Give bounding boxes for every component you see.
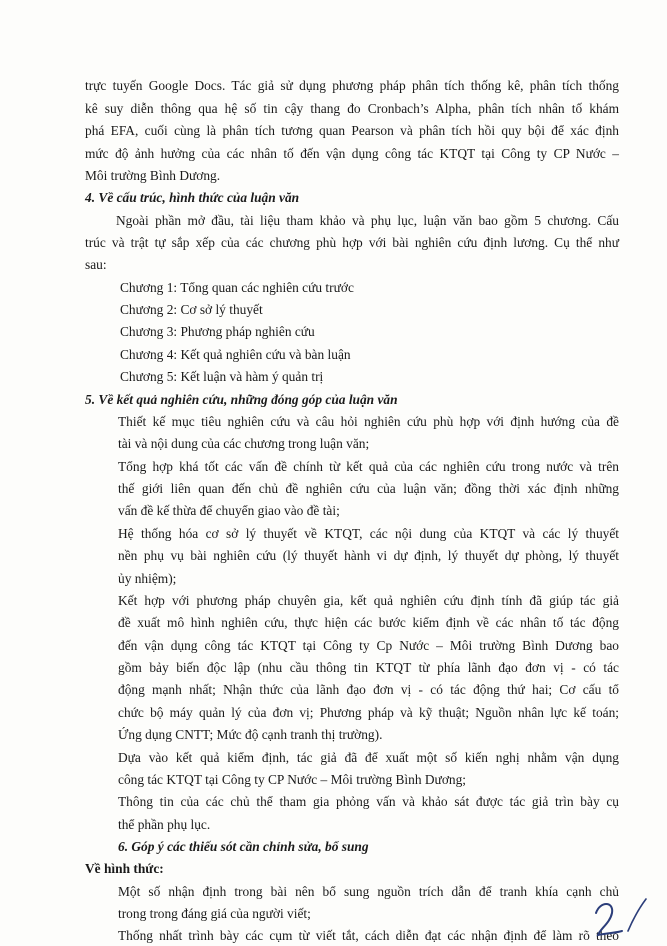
section-5-line-14: chức bộ máy quản lý của đơn vị; Phương pháp và kỹ thuật; Nguồn nhân lực kế toán; [118,705,619,720]
chapter-3: Chương 3: Phương pháp nghiên cứu [120,324,315,339]
section-5-line-6: Hệ thống hóa cơ sở lý thuyết về KTQT, các nội dung của KTQT và các lý thuyết [118,526,619,541]
chapter-1: Chương 1: Tổng quan các nghiên cứu trước [120,280,354,295]
section-5-line-12: gồm bảy biến độc lập (nhu cầu thông tin KTQT từ phía lãnh đạo đơn vị - có tác [118,660,619,675]
section-6-line-2: trong trong đáng giá của người viết; [118,906,311,921]
section-5-line-4: thế giới liên quan đến chủ đề nghiên cứu của luận văn; đồng thời xác định những [118,481,619,496]
section-5-line-17: công tác KTQT tại Công ty CP Nước – Môi trường Bình Dương; [118,772,467,787]
intro-line-5: Môi trường Bình Dương. [85,168,221,183]
section-5-line-13: động mạnh nhất; Nhận thức của lãnh đạo đơn vị - có tác động thứ hai; Cơ cấu tổ [118,682,619,697]
handwritten-page-mark [590,895,650,941]
intro-line-1: trực tuyến Google Docs. Tác giả sử dụng phương pháp phân tích thống kê, phân tích thống [85,78,619,93]
intro-line-3: phá EFA, cuối cùng là phân tích tương quan Pearson và phân tích hồi quy bội để xác định [85,123,619,138]
intro-line-2: kê suy diễn thông qua hệ số tin cậy thang đo Cronbach’s Alpha, phân tích nhân tố khám [85,101,619,116]
section-5-line-10: đề xuất mô hình nghiên cứu, thực hiện các bước kiểm định về các nhân tố tác động [118,615,619,630]
section-5-line-16: Dựa vào kết quả kiểm định, tác giả đã để xuất một số kiến nghị nhằm vận dụng [118,750,619,765]
section-4-para-line-2: trúc và trật tự sắp xếp của các chương phù hợp với bài nghiên cứu định lương. Cụ thể như [85,235,619,250]
section-4-para-line-1: Ngoài phần mở đầu, tài liệu tham khảo và phụ lục, luận văn bao gồm 5 chương. Cấu [116,213,619,228]
section-5-line-11: đến vận dụng công tác KTQT tại Công ty Cp Nước – Môi trường Bình Dương bao [118,638,619,653]
section-5-line-8: ủy nhiệm); [118,571,177,586]
section-5-line-7: nền phụ vụ bài nghiên cứu (lý thuyết hành vi dự định, lý thuyết dự phòng, lý thuyết [118,548,619,563]
section-5-heading: 5. Về kết quả nghiên cứu, những đóng góp của luận văn [85,392,398,407]
section-6-subheading: Về hình thức: [85,861,164,876]
section-5-line-15: Ứng dụng CNTT; Mức độ cạnh tranh thị trường). [118,727,383,742]
section-5-line-9: Kết hợp với phương pháp chuyên gia, kết quả nghiên cứu định tính đã giúp tác giả [118,593,619,608]
section-6-line-1: Một số nhận định trong bài nên bổ sung nguồn trích dẫn để tranh khía cạnh chủ [118,884,619,899]
section-6-line-3: Thống nhất trình bày các cụm từ viết tắt, cách diễn đạt các nhận định để làm rõ theo [118,928,619,943]
section-5-line-1: Thiết kế mục tiêu nghiên cứu và câu hỏi nghiên cứu phù hợp với định hướng của đề [118,414,619,429]
section-5-line-3: Tổng hợp khá tốt các vấn đề chính từ kết quả của các nghiên cứu trong nước và trên [118,459,619,474]
chapter-2: Chương 2: Cơ sở lý thuyết [120,302,263,317]
section-5-line-18: Thông tin của các chủ thể tham gia phỏng vấn và khảo sát được tác giả trìn bày cụ [118,794,619,809]
section-6-heading: 6. Góp ý các thiếu sót cần chỉnh sửa, bổ sung [118,839,369,854]
section-5-line-5: vấn đề kế thừa để chuyển giao vào đề tài; [118,503,340,518]
intro-line-4: mức độ ảnh hưởng của các nhân tố đến vận dụng công tác KTQT tại Công ty CP Nước – [85,146,619,161]
section-4-para-line-3: sau: [85,257,107,272]
chapter-5: Chương 5: Kết luận và hàm ý quản trị [120,369,324,384]
section-5-line-19: thể phần phụ lục. [118,817,211,832]
chapter-4: Chương 4: Kết quả nghiên cứu và bàn luận [120,347,351,362]
section-5-line-2: tài và nội dung của các chương trong luận văn; [118,436,370,451]
section-4-heading: 4. Về cấu trúc, hình thức của luận văn [85,190,300,205]
